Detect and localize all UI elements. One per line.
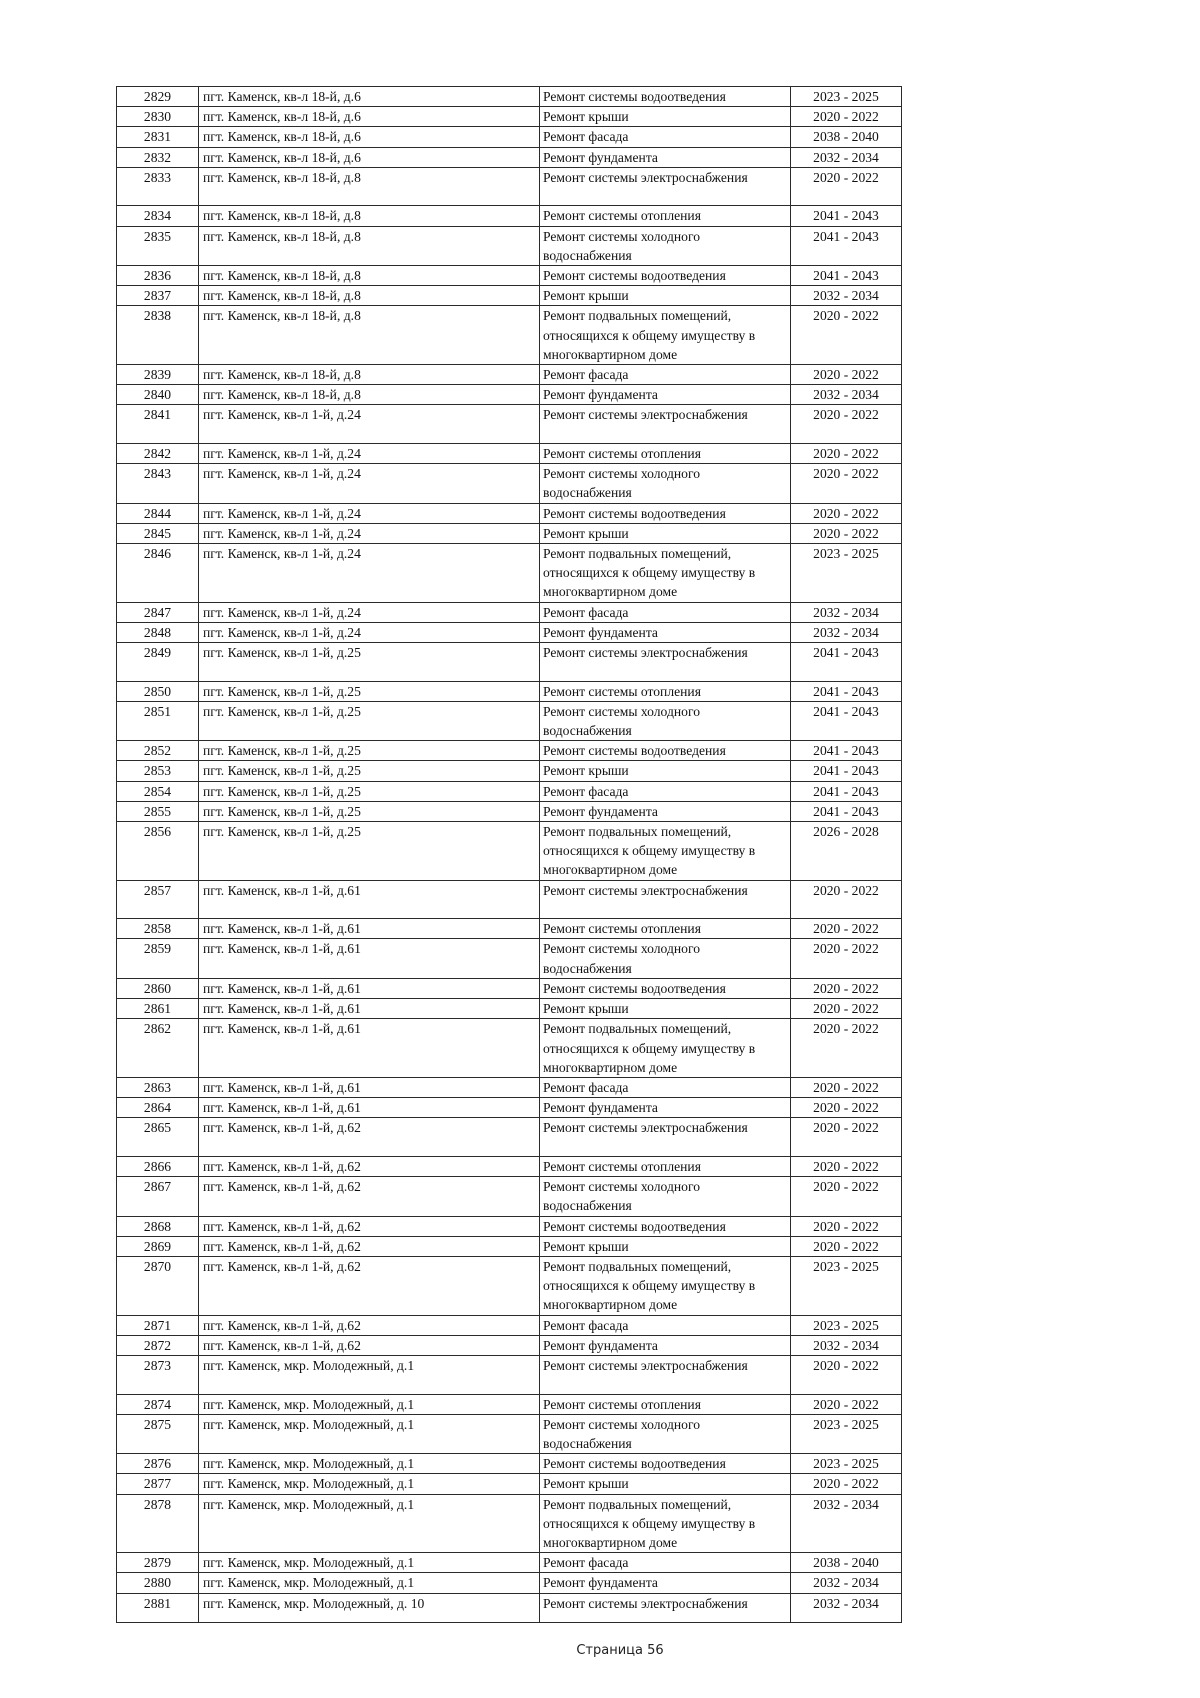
work-type-cell: Ремонт фундамента (540, 1335, 791, 1355)
period-cell: 2041 - 2043 (791, 701, 902, 740)
period-cell: 2032 - 2034 (791, 1494, 902, 1553)
page-number: Страница 56 (576, 1643, 664, 1658)
period-cell: 2038 - 2040 (791, 127, 902, 147)
table-row (117, 1098, 902, 1118)
work-type-cell: Ремонт фундамента (540, 385, 791, 405)
period-cell: 2038 - 2040 (791, 1553, 902, 1573)
work-type-cell: Ремонт крыши (540, 286, 791, 306)
period-cell: 2023 - 2025 (791, 1454, 902, 1474)
period-cell: 2032 - 2034 (791, 147, 902, 167)
table-row (117, 1335, 902, 1355)
row-number-cell: 2878 (117, 1494, 199, 1553)
table-row (117, 523, 902, 543)
work-type-cell: Ремонт системы водоотведения (540, 978, 791, 998)
row-number-cell: 2875 (117, 1414, 199, 1453)
address-cell: пгт. Каменск, кв-л 1-й, д.61 (199, 1098, 540, 1118)
work-type-cell: Ремонт системы холодного водоснабжения (540, 1414, 791, 1453)
address-cell: пгт. Каменск, мкр. Молодежный, д.1 (199, 1494, 540, 1553)
period-cell: 2032 - 2034 (791, 622, 902, 642)
row-number-cell: 2858 (117, 919, 199, 939)
address-cell: пгт. Каменск, кв-л 18-й, д.8 (199, 206, 540, 226)
row-number-cell: 2867 (117, 1177, 199, 1216)
work-type-cell: Ремонт крыши (540, 523, 791, 543)
address-cell: пгт. Каменск, кв-л 1-й, д.24 (199, 503, 540, 523)
address-cell: пгт. Каменск, кв-л 18-й, д.6 (199, 87, 540, 107)
row-number-cell: 2863 (117, 1077, 199, 1097)
row-number-cell: 2848 (117, 622, 199, 642)
row-number-cell: 2834 (117, 206, 199, 226)
work-type-cell: Ремонт системы электроснабжения (540, 405, 791, 444)
table-row (117, 226, 902, 265)
row-number-cell: 2853 (117, 761, 199, 781)
row-number-cell: 2857 (117, 880, 199, 919)
period-cell: 2020 - 2022 (791, 405, 902, 444)
row-number-cell: 2846 (117, 544, 199, 603)
period-cell: 2032 - 2034 (791, 286, 902, 306)
period-cell: 2020 - 2022 (791, 919, 902, 939)
address-cell: пгт. Каменск, кв-л 1-й, д.62 (199, 1315, 540, 1335)
work-type-cell: Ремонт подвальных помещений, относящихся к общему имуществу в многоквартирном доме (540, 544, 791, 603)
row-number-cell: 2847 (117, 602, 199, 622)
period-cell: 2032 - 2034 (791, 385, 902, 405)
table-row (117, 643, 902, 682)
table-row (117, 1315, 902, 1335)
table-row (117, 999, 902, 1019)
work-type-cell: Ремонт системы водоотведения (540, 503, 791, 523)
table-row (117, 978, 902, 998)
period-cell: 2020 - 2022 (791, 464, 902, 503)
address-cell: пгт. Каменск, кв-л 1-й, д.25 (199, 801, 540, 821)
row-number-cell: 2872 (117, 1335, 199, 1355)
table-row (117, 544, 902, 603)
table-row (117, 1394, 902, 1414)
work-type-cell: Ремонт фасада (540, 127, 791, 147)
period-cell: 2023 - 2025 (791, 1315, 902, 1335)
address-cell: пгт. Каменск, кв-л 1-й, д.25 (199, 741, 540, 761)
work-type-cell: Ремонт подвальных помещений, относящихся к общему имуществу в многоквартирном доме (540, 822, 791, 881)
work-type-cell: Ремонт системы холодного водоснабжения (540, 226, 791, 265)
row-number-cell: 2855 (117, 801, 199, 821)
work-type-cell: Ремонт системы электроснабжения (540, 880, 791, 919)
table-row (117, 701, 902, 740)
work-type-cell: Ремонт системы холодного водоснабжения (540, 939, 791, 978)
period-cell: 2020 - 2022 (791, 167, 902, 206)
row-number-cell: 2864 (117, 1098, 199, 1118)
address-cell: пгт. Каменск, кв-л 18-й, д.6 (199, 147, 540, 167)
work-type-cell: Ремонт фундамента (540, 147, 791, 167)
row-number-cell: 2876 (117, 1454, 199, 1474)
period-cell: 2041 - 2043 (791, 266, 902, 286)
row-number-cell: 2880 (117, 1573, 199, 1593)
row-number-cell: 2869 (117, 1236, 199, 1256)
period-cell: 2041 - 2043 (791, 741, 902, 761)
work-type-cell: Ремонт системы электроснабжения (540, 167, 791, 206)
address-cell: пгт. Каменск, кв-л 1-й, д.61 (199, 939, 540, 978)
table-row (117, 1019, 902, 1078)
row-number-cell: 2841 (117, 405, 199, 444)
work-type-cell: Ремонт фасада (540, 365, 791, 385)
table-row (117, 1177, 902, 1216)
address-cell: пгт. Каменск, кв-л 1-й, д.61 (199, 919, 540, 939)
work-type-cell: Ремонт системы водоотведения (540, 87, 791, 107)
row-number-cell: 2862 (117, 1019, 199, 1078)
period-cell: 2020 - 2022 (791, 1177, 902, 1216)
address-cell: пгт. Каменск, кв-л 1-й, д.25 (199, 781, 540, 801)
row-number-cell: 2870 (117, 1256, 199, 1315)
row-number-cell: 2845 (117, 523, 199, 543)
table-row (117, 147, 902, 167)
period-cell: 2041 - 2043 (791, 801, 902, 821)
row-number-cell: 2859 (117, 939, 199, 978)
work-type-cell: Ремонт системы отопления (540, 681, 791, 701)
period-cell: 2041 - 2043 (791, 761, 902, 781)
period-cell: 2023 - 2025 (791, 1256, 902, 1315)
row-number-cell: 2860 (117, 978, 199, 998)
address-cell: пгт. Каменск, кв-л 18-й, д.6 (199, 127, 540, 147)
address-cell: пгт. Каменск, кв-л 18-й, д.8 (199, 365, 540, 385)
work-type-cell: Ремонт системы электроснабжения (540, 1355, 791, 1394)
row-number-cell: 2861 (117, 999, 199, 1019)
address-cell: пгт. Каменск, кв-л 1-й, д.24 (199, 544, 540, 603)
address-cell: пгт. Каменск, кв-л 1-й, д.24 (199, 405, 540, 444)
repair-schedule-table (116, 86, 902, 1623)
work-type-cell: Ремонт фасада (540, 1553, 791, 1573)
table-row (117, 1355, 902, 1394)
period-cell: 2020 - 2022 (791, 1236, 902, 1256)
address-cell: пгт. Каменск, кв-л 1-й, д.61 (199, 1077, 540, 1097)
period-cell: 2020 - 2022 (791, 999, 902, 1019)
work-type-cell: Ремонт крыши (540, 761, 791, 781)
address-cell: пгт. Каменск, кв-л 18-й, д.8 (199, 385, 540, 405)
table-row (117, 602, 902, 622)
work-type-cell: Ремонт фундамента (540, 801, 791, 821)
row-number-cell: 2851 (117, 701, 199, 740)
period-cell: 2026 - 2028 (791, 822, 902, 881)
address-cell: пгт. Каменск, кв-л 1-й, д.61 (199, 880, 540, 919)
row-number-cell: 2843 (117, 464, 199, 503)
work-type-cell: Ремонт фундамента (540, 622, 791, 642)
row-number-cell: 2850 (117, 681, 199, 701)
row-number-cell: 2842 (117, 444, 199, 464)
address-cell: пгт. Каменск, кв-л 1-й, д.61 (199, 978, 540, 998)
address-cell: пгт. Каменск, кв-л 1-й, д.62 (199, 1256, 540, 1315)
period-cell: 2020 - 2022 (791, 939, 902, 978)
address-cell: пгт. Каменск, кв-л 1-й, д.24 (199, 523, 540, 543)
work-type-cell: Ремонт системы водоотведения (540, 1216, 791, 1236)
period-cell: 2032 - 2034 (791, 1335, 902, 1355)
table-row (117, 107, 902, 127)
table-row (117, 1454, 902, 1474)
table-row (117, 1593, 902, 1622)
work-type-cell: Ремонт фундамента (540, 1573, 791, 1593)
period-cell: 2020 - 2022 (791, 107, 902, 127)
work-type-cell: Ремонт системы отопления (540, 206, 791, 226)
table-row (117, 503, 902, 523)
address-cell: пгт. Каменск, мкр. Молодежный, д.1 (199, 1474, 540, 1494)
period-cell: 2020 - 2022 (791, 1118, 902, 1157)
row-number-cell: 2838 (117, 306, 199, 365)
work-type-cell: Ремонт фасада (540, 1077, 791, 1097)
address-cell: пгт. Каменск, кв-л 1-й, д.62 (199, 1177, 540, 1216)
address-cell: пгт. Каменск, кв-л 18-й, д.8 (199, 286, 540, 306)
table-row (117, 286, 902, 306)
row-number-cell: 2856 (117, 822, 199, 881)
work-type-cell: Ремонт подвальных помещений, относящихся к общему имуществу в многоквартирном доме (540, 1494, 791, 1553)
period-cell: 2020 - 2022 (791, 1019, 902, 1078)
address-cell: пгт. Каменск, кв-л 18-й, д.8 (199, 306, 540, 365)
row-number-cell: 2849 (117, 643, 199, 682)
period-cell: 2023 - 2025 (791, 544, 902, 603)
table-row (117, 1077, 902, 1097)
work-type-cell: Ремонт системы водоотведения (540, 266, 791, 286)
period-cell: 2020 - 2022 (791, 523, 902, 543)
work-type-cell: Ремонт крыши (540, 1474, 791, 1494)
table-row (117, 1216, 902, 1236)
table-row (117, 405, 902, 444)
table-row (117, 127, 902, 147)
address-cell: пгт. Каменск, кв-л 1-й, д.62 (199, 1335, 540, 1355)
period-cell: 2020 - 2022 (791, 1355, 902, 1394)
address-cell: пгт. Каменск, кв-л 18-й, д.8 (199, 167, 540, 206)
work-type-cell: Ремонт фасада (540, 781, 791, 801)
work-type-cell: Ремонт фасада (540, 602, 791, 622)
address-cell: пгт. Каменск, кв-л 1-й, д.62 (199, 1156, 540, 1176)
address-cell: пгт. Каменск, кв-л 1-й, д.24 (199, 622, 540, 642)
table-row (117, 306, 902, 365)
table-row (117, 266, 902, 286)
row-number-cell: 2839 (117, 365, 199, 385)
period-cell: 2023 - 2025 (791, 87, 902, 107)
address-cell: пгт. Каменск, кв-л 1-й, д.61 (199, 999, 540, 1019)
row-number-cell: 2873 (117, 1355, 199, 1394)
work-type-cell: Ремонт системы электроснабжения (540, 1118, 791, 1157)
row-number-cell: 2837 (117, 286, 199, 306)
work-type-cell: Ремонт системы холодного водоснабжения (540, 1177, 791, 1216)
address-cell: пгт. Каменск, кв-л 1-й, д.62 (199, 1236, 540, 1256)
address-cell: пгт. Каменск, мкр. Молодежный, д.1 (199, 1573, 540, 1593)
table-row (117, 919, 902, 939)
address-cell: пгт. Каменск, кв-л 1-й, д.24 (199, 444, 540, 464)
address-cell: пгт. Каменск, мкр. Молодежный, д.1 (199, 1355, 540, 1394)
work-type-cell: Ремонт системы холодного водоснабжения (540, 464, 791, 503)
work-type-cell: Ремонт подвальных помещений, относящихся к общему имуществу в многоквартирном доме (540, 1256, 791, 1315)
address-cell: пгт. Каменск, кв-л 1-й, д.25 (199, 822, 540, 881)
period-cell: 2023 - 2025 (791, 1414, 902, 1453)
table-row (117, 444, 902, 464)
address-cell: пгт. Каменск, кв-л 1-й, д.25 (199, 643, 540, 682)
row-number-cell: 2829 (117, 87, 199, 107)
work-type-cell: Ремонт крыши (540, 107, 791, 127)
table-row (117, 365, 902, 385)
address-cell: пгт. Каменск, мкр. Молодежный, д.1 (199, 1394, 540, 1414)
row-number-cell: 2866 (117, 1156, 199, 1176)
table-row (117, 385, 902, 405)
work-type-cell: Ремонт крыши (540, 1236, 791, 1256)
work-type-cell: Ремонт системы электроснабжения (540, 1593, 791, 1622)
table-row (117, 801, 902, 821)
address-cell: пгт. Каменск, кв-л 1-й, д.62 (199, 1118, 540, 1157)
table-row (117, 1236, 902, 1256)
work-type-cell: Ремонт системы водоотведения (540, 1454, 791, 1474)
row-number-cell: 2881 (117, 1593, 199, 1622)
address-cell: пгт. Каменск, кв-л 18-й, д.6 (199, 107, 540, 127)
address-cell: пгт. Каменск, мкр. Молодежный, д.1 (199, 1414, 540, 1453)
table-row (117, 1573, 902, 1593)
period-cell: 2032 - 2034 (791, 1593, 902, 1622)
period-cell: 2041 - 2043 (791, 226, 902, 265)
row-number-cell: 2854 (117, 781, 199, 801)
row-number-cell: 2877 (117, 1474, 199, 1494)
address-cell: пгт. Каменск, кв-л 1-й, д.25 (199, 701, 540, 740)
period-cell: 2020 - 2022 (791, 1394, 902, 1414)
row-number-cell: 2871 (117, 1315, 199, 1335)
work-type-cell: Ремонт фундамента (540, 1098, 791, 1118)
work-type-cell: Ремонт фасада (540, 1315, 791, 1335)
table-body (117, 87, 902, 1623)
work-type-cell: Ремонт системы холодного водоснабжения (540, 701, 791, 740)
period-cell: 2041 - 2043 (791, 781, 902, 801)
table-row (117, 1118, 902, 1157)
table-row (117, 761, 902, 781)
address-cell: пгт. Каменск, кв-л 1-й, д.61 (199, 1019, 540, 1078)
work-type-cell: Ремонт системы отопления (540, 444, 791, 464)
row-number-cell: 2833 (117, 167, 199, 206)
row-number-cell: 2868 (117, 1216, 199, 1236)
address-cell: пгт. Каменск, кв-л 1-й, д.24 (199, 602, 540, 622)
row-number-cell: 2852 (117, 741, 199, 761)
table-row (117, 1156, 902, 1176)
address-cell: пгт. Каменск, кв-л 1-й, д.25 (199, 761, 540, 781)
row-number-cell: 2832 (117, 147, 199, 167)
period-cell: 2020 - 2022 (791, 365, 902, 385)
period-cell: 2020 - 2022 (791, 1216, 902, 1236)
period-cell: 2020 - 2022 (791, 1474, 902, 1494)
document-sheet (116, 86, 901, 1623)
period-cell: 2020 - 2022 (791, 1077, 902, 1097)
period-cell: 2020 - 2022 (791, 444, 902, 464)
table-row (117, 167, 902, 206)
table-row (117, 822, 902, 881)
work-type-cell: Ремонт системы отопления (540, 919, 791, 939)
address-cell: пгт. Каменск, кв-л 1-й, д.25 (199, 681, 540, 701)
period-cell: 2020 - 2022 (791, 880, 902, 919)
table-row (117, 206, 902, 226)
period-cell: 2020 - 2022 (791, 1098, 902, 1118)
period-cell: 2020 - 2022 (791, 503, 902, 523)
work-type-cell: Ремонт системы отопления (540, 1156, 791, 1176)
period-cell: 2032 - 2034 (791, 1573, 902, 1593)
period-cell: 2020 - 2022 (791, 306, 902, 365)
address-cell: пгт. Каменск, кв-л 1-й, д.24 (199, 464, 540, 503)
period-cell: 2041 - 2043 (791, 681, 902, 701)
work-type-cell: Ремонт системы водоотведения (540, 741, 791, 761)
address-cell: пгт. Каменск, мкр. Молодежный, д. 10 (199, 1593, 540, 1622)
address-cell: пгт. Каменск, кв-л 18-й, д.8 (199, 266, 540, 286)
row-number-cell: 2879 (117, 1553, 199, 1573)
table-row (117, 1414, 902, 1453)
row-number-cell: 2840 (117, 385, 199, 405)
work-type-cell: Ремонт подвальных помещений, относящихся к общему имуществу в многоквартирном доме (540, 1019, 791, 1078)
table-row (117, 87, 902, 107)
row-number-cell: 2844 (117, 503, 199, 523)
period-cell: 2020 - 2022 (791, 978, 902, 998)
table-row (117, 1474, 902, 1494)
address-cell: пгт. Каменск, кв-л 18-й, д.8 (199, 226, 540, 265)
row-number-cell: 2865 (117, 1118, 199, 1157)
table-row (117, 939, 902, 978)
work-type-cell: Ремонт крыши (540, 999, 791, 1019)
row-number-cell: 2835 (117, 226, 199, 265)
table-row (117, 880, 902, 919)
row-number-cell: 2836 (117, 266, 199, 286)
period-cell: 2041 - 2043 (791, 643, 902, 682)
table-row (117, 681, 902, 701)
table-row (117, 781, 902, 801)
table-row (117, 464, 902, 503)
row-number-cell: 2831 (117, 127, 199, 147)
work-type-cell: Ремонт подвальных помещений, относящихся к общему имуществу в многоквартирном доме (540, 306, 791, 365)
table-row (117, 1494, 902, 1553)
period-cell: 2020 - 2022 (791, 1156, 902, 1176)
row-number-cell: 2830 (117, 107, 199, 127)
address-cell: пгт. Каменск, мкр. Молодежный, д.1 (199, 1454, 540, 1474)
table-row (117, 1553, 902, 1573)
address-cell: пгт. Каменск, мкр. Молодежный, д.1 (199, 1553, 540, 1573)
table-row (117, 1256, 902, 1315)
table-row (117, 622, 902, 642)
period-cell: 2032 - 2034 (791, 602, 902, 622)
address-cell: пгт. Каменск, кв-л 1-й, д.62 (199, 1216, 540, 1236)
period-cell: 2041 - 2043 (791, 206, 902, 226)
table-row (117, 741, 902, 761)
row-number-cell: 2874 (117, 1394, 199, 1414)
work-type-cell: Ремонт системы электроснабжения (540, 643, 791, 682)
work-type-cell: Ремонт системы отопления (540, 1394, 791, 1414)
